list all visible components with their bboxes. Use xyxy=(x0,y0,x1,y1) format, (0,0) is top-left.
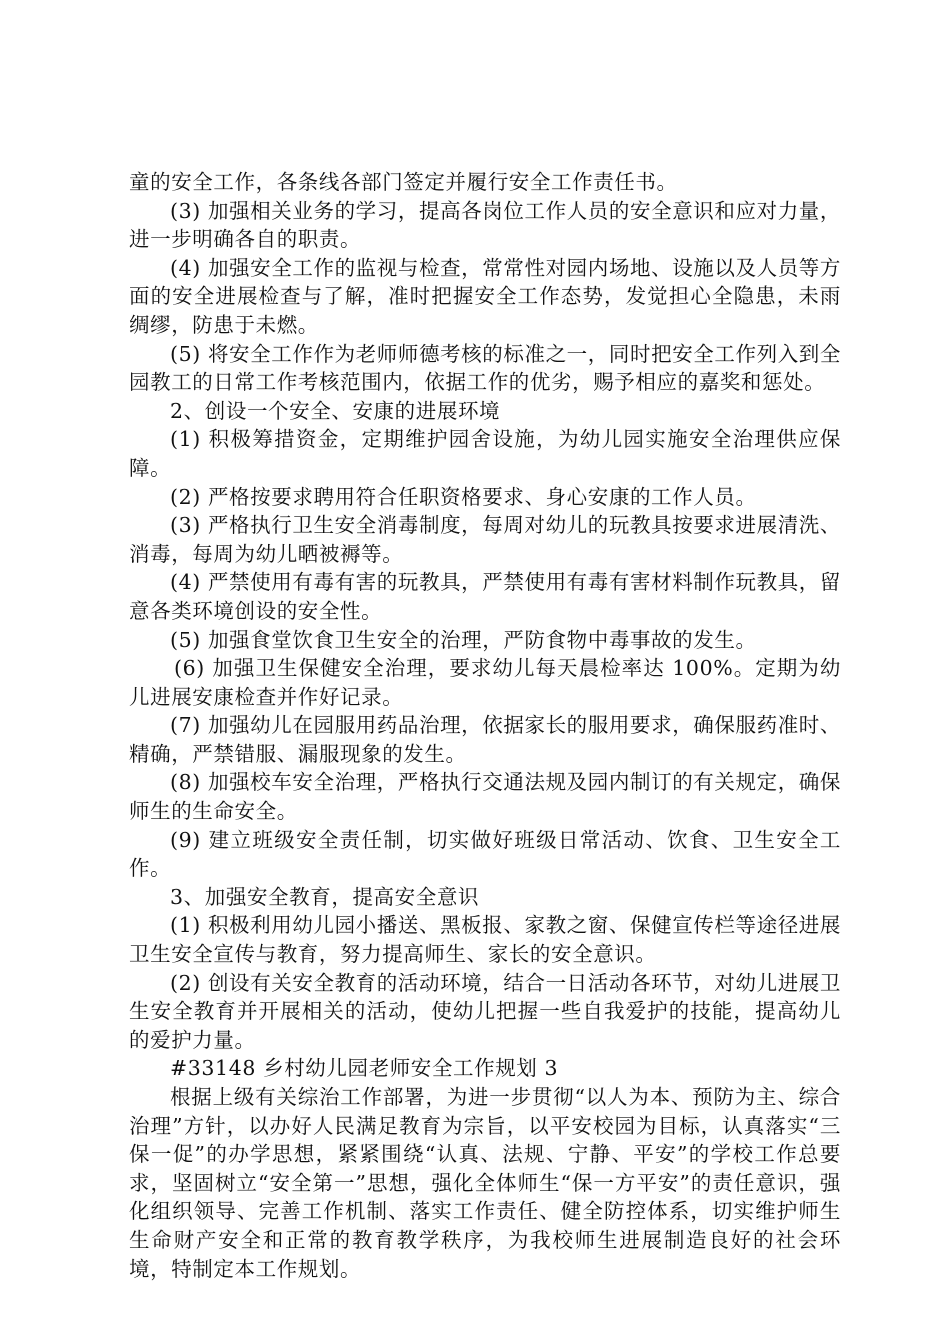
paragraph-item-5: (5) 加强食堂饮食卫生安全的治理，严防食物中毒事故的发生。 xyxy=(170,627,757,652)
section-heading-3: 3、加强安全教育，提高安全意识 xyxy=(170,884,480,909)
paragraph-item-1: (1) 积极利用幼儿园小播送、黑板报、家教之窗、保健宣传栏等途径进展卫生安全宣传与教育，努力提高师生、家长的安全意识。 xyxy=(129,913,841,967)
paragraph-item-4: (4) 加强安全工作的监视与检查，常常性对园内场地、设施以及人员等方面的安全进展检查与了解，准时把握安全工作态势，发觉担心全隐患，未雨绸缪，防患于未燃。 xyxy=(129,255,841,337)
paragraph-item-5: (5) 将安全工作作为老师师德考核的标准之一，同时把安全工作列入到全园教工的日常工作考核范围内，依据工作的优劣，赐予相应的嘉奖和惩处。 xyxy=(129,341,841,395)
paragraph-item-7: (7) 加强幼儿在园服用药品治理，依据家长的服用要求，确保服药准时、精确，严禁错服、漏服现象的发生。 xyxy=(129,713,841,766)
paragraph-item-8: (8) 加强校车安全治理，严格执行交通法规及园内制订的有关规定，确保师生的生命安全。 xyxy=(129,770,841,824)
paragraph-item-3: (3) 加强相关业务的学习，提高各岗位工作人员的安全意识和应对力量，进一步明确各自的职责。 xyxy=(129,198,841,252)
paragraph-item-3: (3) 严格执行卫生安全消毒制度，每周对幼儿的玩教具按要求进展清洗、消毒，每周为幼儿晒被褥等。 xyxy=(129,513,841,566)
paragraph-continuation: 童的安全工作，各条线各部门签定并履行安全工作责任书。 xyxy=(129,170,678,194)
paragraph-item-6: (6) 加强卫生保健安全治理，要求幼儿每天晨检率达 100%。定期为幼儿进展安康检查并作好记录。 xyxy=(129,656,841,709)
paragraph-item-9: (9) 建立班级安全责任制，切实做好班级日常活动、饮食、卫生安全工作。 xyxy=(129,827,841,881)
paragraph-item-2: (2) 创设有关安全教育的活动环境，结合一日活动各环节，对幼儿进展卫生安全教育并开展相关的活动，使幼儿把握一些自我爱护的技能，提高幼儿的爱护力量。 xyxy=(129,970,841,1052)
document-title: #33148 乡村幼儿园老师安全工作规划 3 xyxy=(170,1056,559,1081)
paragraph-intro: 根据上级有关综治工作部署，为进一步贯彻“以人为本、预防为主、综合治理”方针，以办好人民满足教育为宗旨，以平安校园为目标，认真落实“三保一促”的办学思想，紧紧围绕“认真、法规、宁静、平安”的学校工作总要求，坚固树立“安全第一”思想，强化全体师生“保一方平安”的责任意识，强化组织领导、完善工作机制、落实工作责任、健全防控体系，切实维护师生生命财产安全和正常的教育教学秩序，为我校师生进展制造良好的社会环境，特制定本工作规划。 xyxy=(129,1085,841,1281)
document-body xyxy=(129,168,841,1283)
section-heading-2: 2、创设一个安全、安康的进展环境 xyxy=(170,398,501,423)
paragraph-item-2: (2) 严格按要求聘用符合任职资格要求、身心安康的工作人员。 xyxy=(170,484,757,509)
paragraph-item-4: (4) 严禁使用有毒有害的玩教具，严禁使用有毒有害材料制作玩教具，留意各类环境创设的安全性。 xyxy=(129,570,841,623)
paragraph-item-1: (1) 积极筹措资金，定期维护园舍设施，为幼儿园实施安全治理供应保障。 xyxy=(129,427,841,480)
